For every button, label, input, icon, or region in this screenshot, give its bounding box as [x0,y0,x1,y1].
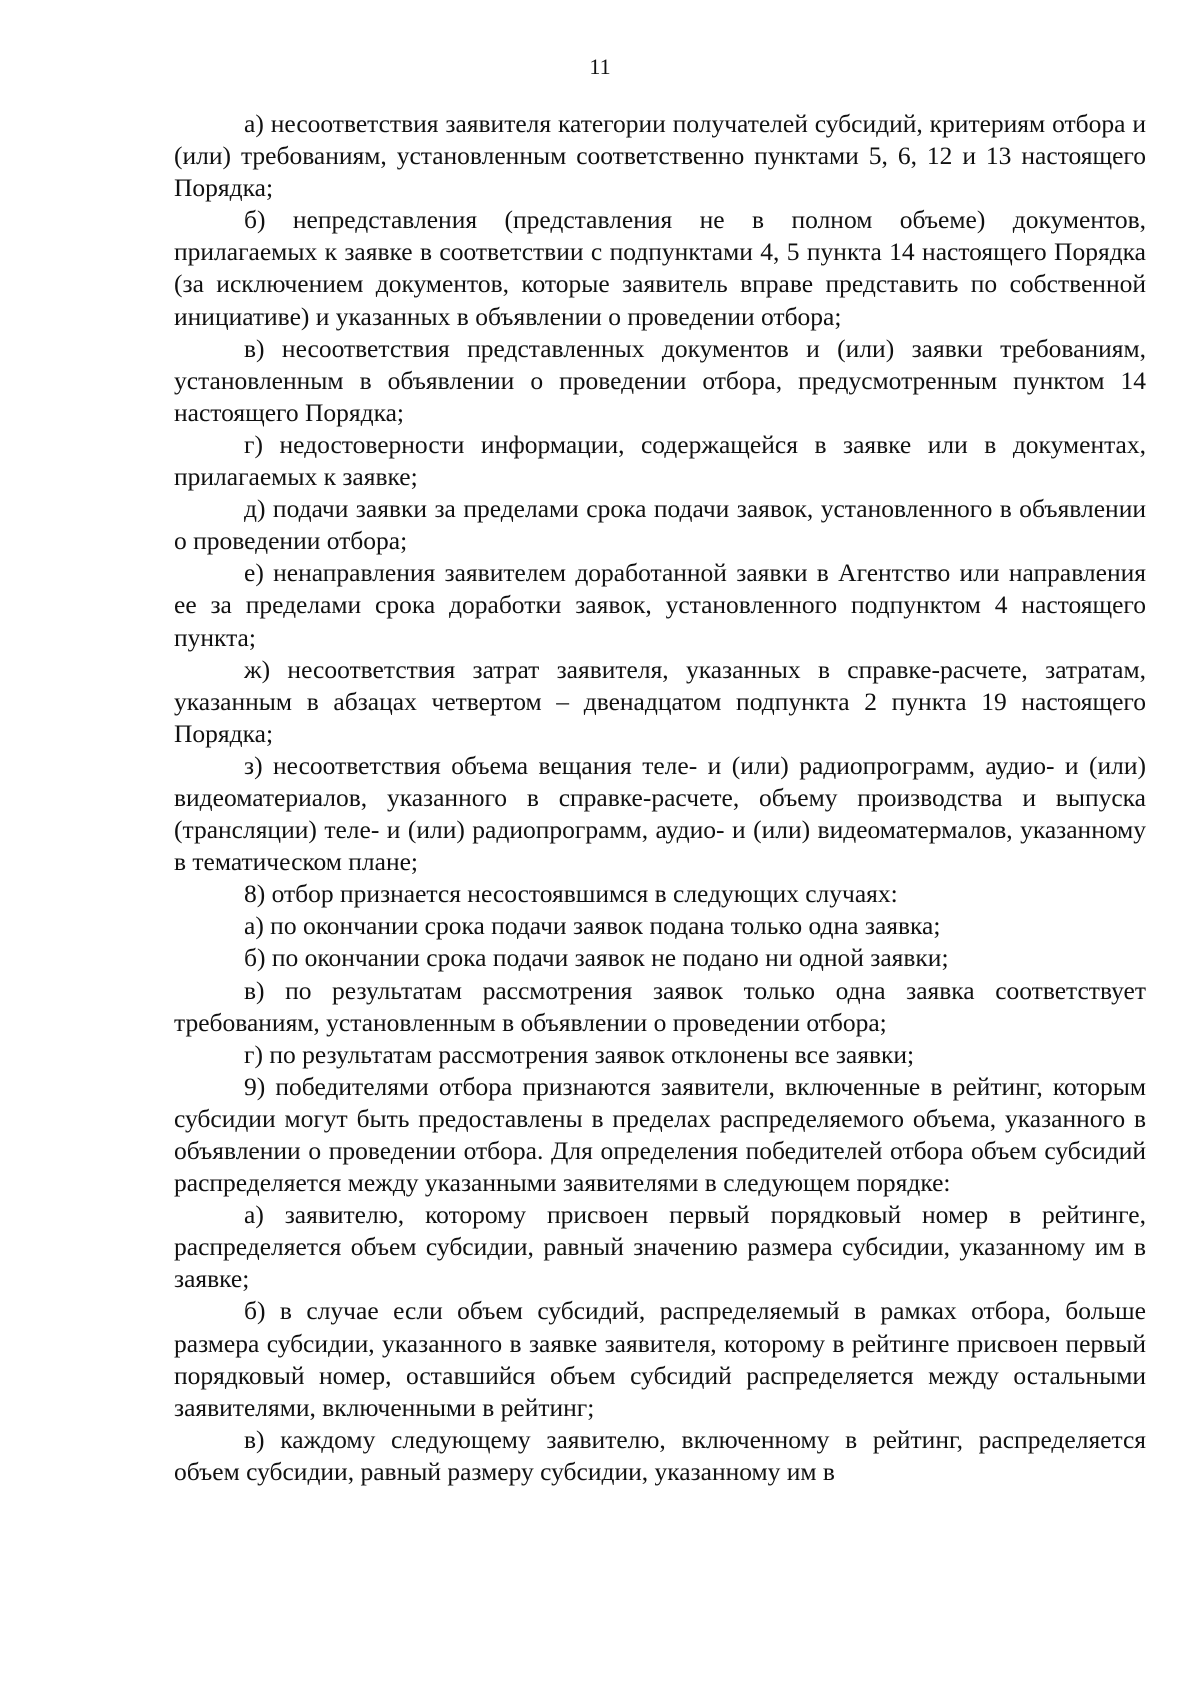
paragraph-a-noncompliance-category: а) несоответствия заявителя категории получателей субсидий, критериям отбора и (или) требованиям, установленным соответственно пунктами 5, 6, 12 и 13 настоящего Порядка; [174,109,1146,203]
paragraph-9-winners: 9) победителями отбора признаются заявители, включенные в рейтинг, которым субсидии могут быть предоставлены в пределах распределяемого объема, указанного в объявлении о проведении отбора. Для определения победителей отбора объем субсидий распределяется между указанными заявителями в следующем порядке: [174,1071,1146,1198]
paragraph-d-late-submission: д) подачи заявки за пределами срока подачи заявок, установленного в объявлении о проведении отбора; [174,494,1146,556]
paragraph-8g-all-rejected: г) по результатам рассмотрения заявок отклонены все заявки; [244,1039,915,1069]
paragraph-9v-each-next: в) каждому следующему заявителю, включенному в рейтинг, распределяется объем субсидии, равный размеру субсидии, указанному им в [174,1424,1146,1486]
paragraph-9a-first-rank: а) заявителю, которому присвоен первый порядковый номер в рейтинге, распределяется объем субсидии, равный значению размера субсидии, указанному им в заявке; [174,1200,1146,1294]
page-number: 11 [589,54,611,79]
paragraph-b-documents-not-submitted: б) непредставления (представления не в полном объеме) документов, прилагаемых к заявке в соответствии с подпунктами 4, 5 пункта 14 настоящего Порядка (за исключением документов, которые заявитель вправе представить по собственной инициативе) и указанных в объявлении о проведении отбора; [174,205,1146,331]
paragraph-8b-no-applications: б) по окончании срока подачи заявок не подано ни одной заявки; [244,943,949,973]
paragraph-v-documents-noncompliance: в) несоответствия представленных документов и (или) заявки требованиям, установленным в объявлении о проведении отбора, предусмотренным пунктом 14 настоящего Порядка; [174,333,1146,427]
paragraph-g-unreliable-information: г) недостоверности информации, содержащейся в заявке или в документах, прилагаемых к заявке; [174,429,1146,492]
paragraph-8a-one-application: а) по окончании срока подачи заявок подана только одна заявка; [244,911,941,941]
paragraph-8v-one-compliant: в) по результатам рассмотрения заявок только одна заявка соответствует требованиям, установленным в объявлении о проведении отбора; [174,975,1146,1037]
paragraph-8-selection-failed: 8) отбор признается несостоявшимся в следующих случаях: [244,879,898,909]
document-body [174,108,1146,1488]
paragraph-z-broadcast-volume-mismatch: з) несоответствия объема вещания теле- и (или) радиопрограмм, аудио- и (или) видеоматериалов, указанного в справке-расчете, объему производства и выпуска (трансляции) теле- и (или) радиопрограмм, аудио- и (или) видеоматермалов, указанному в тематическом плане; [174,750,1146,877]
paragraph-zh-costs-mismatch: ж) несоответствия затрат заявителя, указанных в справке-расчете, затратам, указанным в абзацах четвертом – двенадцатом подпункта 2 пункта 19 настоящего Порядка; [174,654,1146,748]
paragraph-e-revision-not-sent: е) ненаправления заявителем доработанной заявки в Агентство или направления ее за пределами срока доработки заявок, установленного подпунктом 4 настоящего пункта; [174,558,1146,652]
paragraph-9b-remaining-volume: б) в случае если объем субсидий, распределяемый в рамках отбора, больше размера субсидии, указанного в заявке заявителя, которому в рейтинге присвоен первый порядковый номер, оставшийся объем субсидий распределяется между остальными заявителями, включенными в рейтинг; [174,1296,1146,1422]
